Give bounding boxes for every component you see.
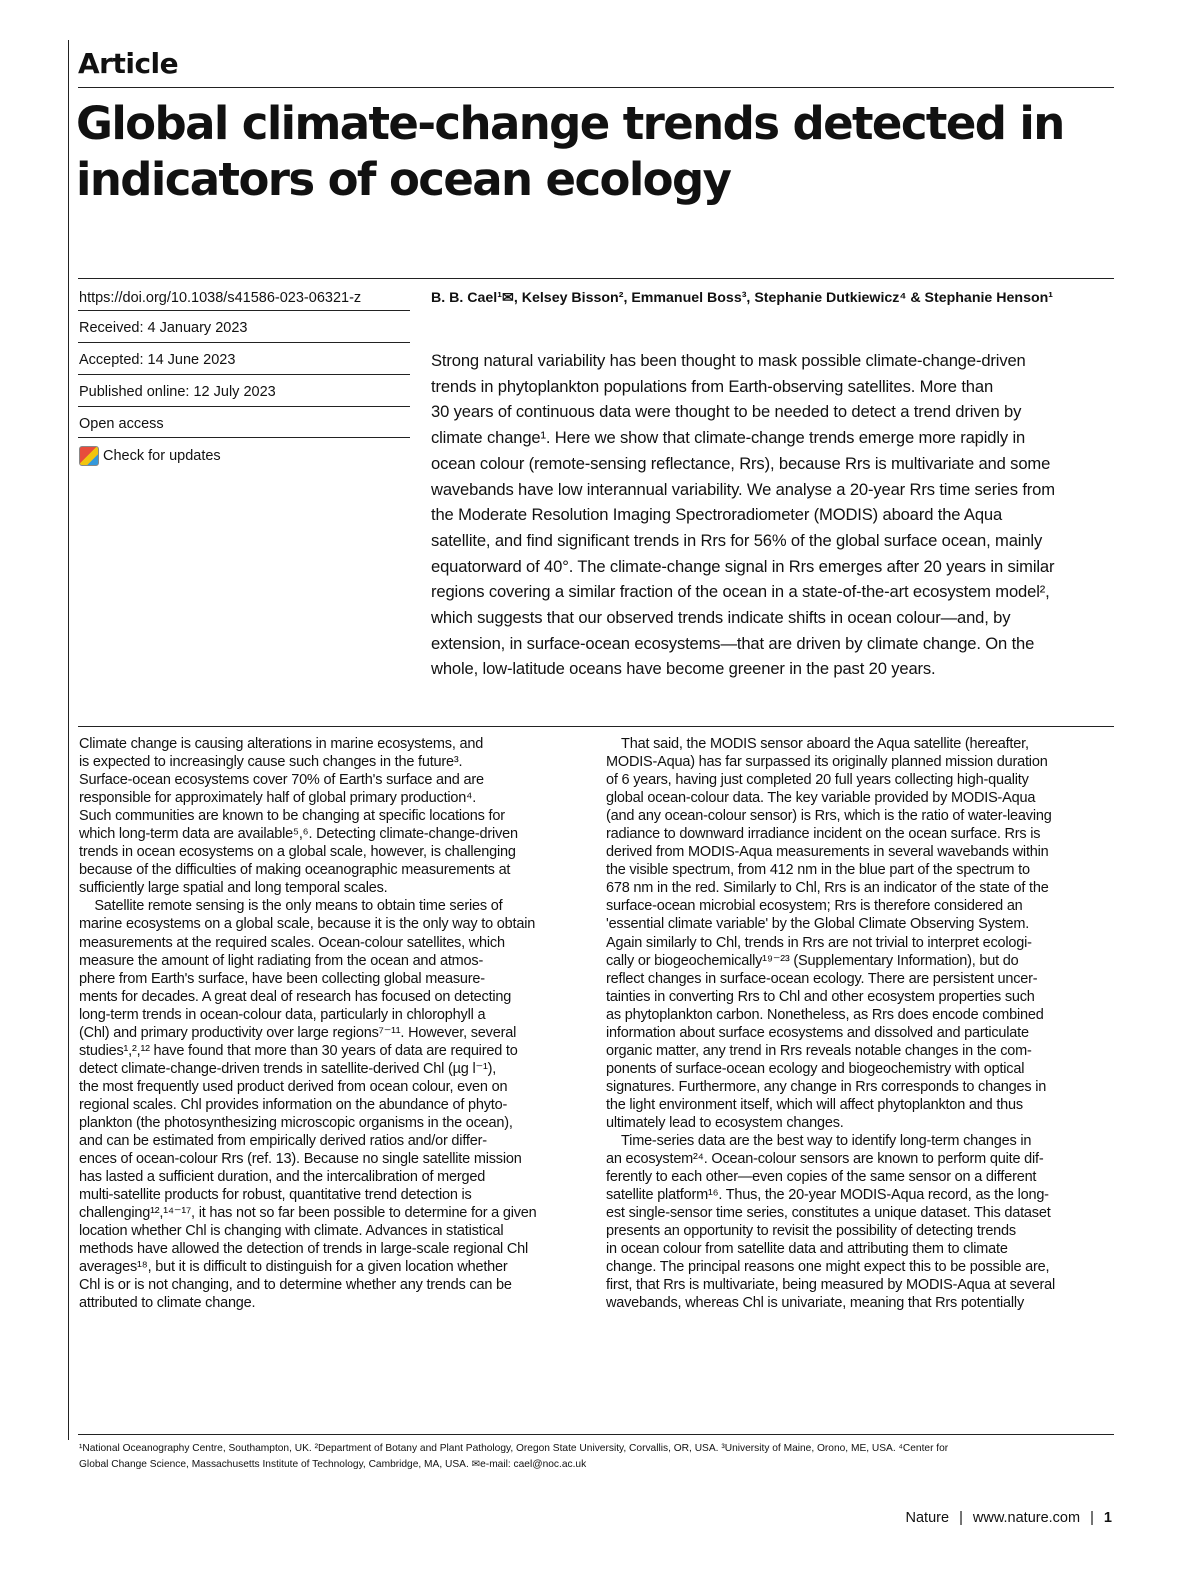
body-line: measurements at the required scales. Ocean-colour satellites, which	[79, 934, 505, 951]
body-line: which long-term data are available⁵,⁶. Detecting climate-change-driven	[79, 826, 518, 843]
body-line: satellite platform¹⁶. Thus, the 20-year MODIS-Aqua record, as the long-	[606, 1187, 1049, 1204]
body-line: 'essential climate variable' by the Global Climate Observing System.	[606, 916, 1030, 933]
body-line: trends in ocean ecosystems on a global scale, however, is challenging	[79, 844, 516, 861]
journal-name: Nature	[905, 1510, 950, 1526]
abstract-line: trends in phytoplankton populations from Earth-observing satellites. More than	[431, 376, 994, 396]
received-date: Received: 4 January 2023	[79, 320, 248, 336]
abstract-line: the Moderate Resolution Imaging Spectroradiometer (MODIS) aboard the Aqua	[431, 505, 1003, 525]
footnote-rule	[78, 1434, 1114, 1435]
abstract-line: which suggests that our observed trends indicate shifts in ocean colour—and, by	[431, 608, 1011, 628]
body-line: Such communities are known to be changing at specific locations for	[79, 808, 505, 825]
published-date: Published online: 12 July 2023	[79, 384, 276, 400]
body-rule	[78, 726, 1114, 727]
page-title	[76, 96, 1116, 208]
abstract	[431, 348, 1121, 682]
left-margin-rule	[68, 40, 69, 1440]
body-line: regional scales. Chl provides information on the abundance of phyto-	[79, 1096, 508, 1113]
body-column-left	[79, 735, 585, 1313]
body-line: is expected to increasingly cause such changes in the future³.	[79, 754, 463, 771]
body-line: the most frequently used product derived from ocean colour, even on	[79, 1078, 508, 1095]
check-updates-button[interactable]	[79, 446, 221, 466]
header-rule	[78, 87, 1114, 88]
body-line: the light environment itself, which will affect phytoplankton and thus	[606, 1096, 1023, 1113]
body-line: methods have allowed the detection of trends in large-scale regional Chl	[79, 1241, 529, 1258]
body-line: ultimately lead to ecosystem changes.	[606, 1114, 844, 1131]
body-line: an ecosystem²⁴. Ocean-colour sensors are known to perform quite dif-	[606, 1151, 1044, 1168]
body-line: attributed to climate change.	[79, 1295, 256, 1312]
body-line: Surface-ocean ecosystems cover 70% of Earth's surface and are	[79, 772, 484, 789]
meta-rule	[78, 437, 410, 438]
meta-rule	[78, 374, 410, 375]
page-number: 1	[1103, 1510, 1112, 1526]
footnote-line: Global Change Science, Massachusetts Institute of Technology, Cambridge, MA, USA. ✉e-mail: cael@noc.ac.uk	[79, 1459, 587, 1470]
body-line: marine ecosystems on a global scale, because it is the only way to obtain	[79, 916, 536, 933]
body-line: in ocean colour from satellite data and attributing them to climate	[606, 1241, 1008, 1258]
abstract-line: wavebands have low interannual variability. We analyse a 20-year Rrs time series from	[431, 479, 1055, 499]
meta-rule	[78, 278, 1114, 279]
section-label: Article	[78, 47, 179, 80]
body-line: studies¹,²,¹² have found that more than 30 years of data are required to	[79, 1042, 518, 1059]
body-line: derived from MODIS-Aqua measurements in several wavebands within	[606, 844, 1049, 861]
footer-separator: |	[1090, 1510, 1094, 1526]
abstract-line: climate change¹. Here we show that climate-change trends emerge more rapidly in	[431, 428, 1026, 448]
meta-rule	[78, 342, 410, 343]
body-line: plankton (the photosynthesizing microscopic organisms in the ocean),	[79, 1114, 513, 1131]
abstract-line: whole, low-latitude oceans have become greener in the past 20 years.	[431, 659, 936, 679]
doi-link[interactable]: https://doi.org/10.1038/s41586-023-06321-z	[79, 290, 362, 306]
body-line: because of the difficulties of making oceanographic measurements at	[79, 862, 511, 879]
body-line: (and any ocean-colour sensor) is Rrs, which is the ratio of water-leaving	[606, 808, 1052, 825]
body-line: Time-series data are the best way to identify long-term changes in	[606, 1133, 1032, 1150]
body-line: Again similarly to Chl, trends in Rrs are not trivial to interpret ecologi-	[606, 934, 1032, 951]
title-line: Global climate-change trends detected in	[76, 97, 1064, 150]
body-line: challenging¹²,¹⁴⁻¹⁷, it has not so far been possible to determine for a given	[79, 1205, 537, 1222]
body-line: That said, the MODIS sensor aboard the Aqua satellite (hereafter,	[606, 736, 1029, 752]
body-line: presents an opportunity to revisit the possibility of detecting trends	[606, 1223, 1016, 1240]
body-line: sufficiently large spatial and long temporal scales.	[79, 880, 388, 897]
abstract-line: Strong natural variability has been thought to mask possible climate-change-driven	[431, 351, 1026, 370]
accepted-date: Accepted: 14 June 2023	[79, 352, 236, 368]
abstract-line: satellite, and find significant trends in Rrs for 56% of the global surface ocean, mainly	[431, 530, 1043, 550]
body-line: responsible for approximately half of global primary production⁴.	[79, 790, 477, 807]
author-list: B. B. Cael¹✉, Kelsey Bisson², Emmanuel Boss³, Stephanie Dutkiewicz⁴ & Stephanie Henson¹	[431, 290, 1054, 306]
body-line: change. The principal reasons one might expect this to be possible are,	[606, 1259, 1050, 1276]
body-line: has lasted a sufficient duration, and the intercalibration of merged	[79, 1169, 486, 1186]
body-line: 678 nm in the red. Similarly to Chl, Rrs is an indicator of the state of the	[606, 880, 1049, 897]
footnote-line: ¹National Oceanography Centre, Southampton, UK. ²Department of Botany and Plant Pathology, Oregon State University, Corvallis, OR, USA. ³University of Maine, Orono, ME, USA. ⁴Center for	[79, 1443, 949, 1454]
body-line: as phytoplankton carbon. Nonetheless, as Rrs does encode combined	[606, 1006, 1044, 1023]
body-line: Satellite remote sensing is the only means to obtain time series of	[79, 898, 503, 915]
body-line: surface-ocean microbial ecosystem; Rrs is therefore considered an	[606, 898, 1023, 915]
body-line: ponents of surface-ocean ecology and biogeochemistry with optical	[606, 1060, 1025, 1077]
body-line: and can be estimated from empirically derived ratios and/or differ-	[79, 1133, 487, 1150]
body-line: ferently to each other—even copies of the same sensor on a different	[606, 1169, 1037, 1186]
body-line: multi-satellite products for robust, quantitative trend detection is	[79, 1187, 472, 1204]
body-line: global ocean-colour data. The key variable provided by MODIS-Aqua	[606, 790, 1036, 807]
body-line: ences of ocean-colour Rrs (ref. 13). Because no single satellite mission	[79, 1151, 522, 1168]
body-line: MODIS-Aqua) has far surpassed its originally planned mission duration	[606, 754, 1048, 771]
abstract-line: 30 years of continuous data were thought to be needed to detect a trend driven by	[431, 402, 1022, 422]
body-line: averages¹⁸, but it is difficult to distinguish for a given location whether	[79, 1259, 508, 1276]
page-footer	[906, 1510, 1112, 1526]
open-access-label[interactable]: Open access	[79, 416, 164, 432]
body-line: long-term trends in ocean-colour data, particularly in chlorophyll a	[79, 1006, 486, 1023]
body-column-right	[606, 735, 1112, 1313]
body-line: of 6 years, having just completed 20 full years collecting high-quality	[606, 772, 1029, 789]
check-updates-label: Check for updates	[103, 448, 221, 464]
body-line: information about surface ecosystems and dissolved and particulate	[606, 1024, 1029, 1041]
abstract-line: regions covering a similar fraction of the ocean in a state-of-the-art ecosystem model²,	[431, 582, 1050, 602]
abstract-line: equatorward of 40°. The climate-change signal in Rrs emerges after 20 years in similar	[431, 556, 1055, 576]
affiliations-footnote	[79, 1441, 1119, 1473]
body-line: est single-sensor time series, constitutes a unique dataset. This dataset	[606, 1205, 1051, 1222]
body-line: Chl is or is not changing, and to determine whether any trends can be	[79, 1277, 512, 1294]
meta-rule	[78, 406, 410, 407]
body-line: ments for decades. A great deal of research has focused on detecting	[79, 988, 512, 1005]
body-line: reflect changes in surface-ocean ecology. There are persistent uncer-	[606, 970, 1038, 987]
title-line: indicators of ocean ecology	[76, 153, 731, 206]
body-line: location whether Chl is changing with climate. Advances in statistical	[79, 1223, 504, 1240]
body-line: measure the amount of light radiating from the ocean and atmos-	[79, 952, 484, 969]
body-line: cally or biogeochemically¹⁹⁻²³ (Supplementary Information), but do	[606, 952, 1019, 969]
crossmark-icon	[79, 446, 99, 466]
abstract-line: ocean colour (remote-sensing reflectance, Rrs), because Rrs is multivariate and some	[431, 453, 1051, 473]
body-line: wavebands, whereas Chl is univariate, meaning that Rrs potentially	[606, 1295, 1024, 1312]
body-line: radiance to downward irradiance incident on the ocean surface. Rrs is	[606, 826, 1041, 843]
body-line: (Chl) and primary productivity over large regions⁷⁻¹¹. However, several	[79, 1024, 517, 1041]
body-line: detect climate-change-driven trends in satellite-derived Chl (µg l⁻¹),	[79, 1060, 497, 1077]
body-line: organic matter, any trend in Rrs reveals notable changes in the com-	[606, 1042, 1032, 1059]
footer-separator: |	[959, 1510, 963, 1526]
body-line: the visible spectrum, from 412 nm in the blue part of the spectrum to	[606, 862, 1030, 879]
body-line: first, that Rrs is multivariate, being measured by MODIS-Aqua at several	[606, 1277, 1055, 1294]
abstract-line: extension, in surface-ocean ecosystems—that are driven by climate change. On the	[431, 633, 1035, 653]
meta-rule	[78, 310, 410, 311]
body-line: tainties in converting Rrs to Chl and other ecosystem properties such	[606, 988, 1035, 1005]
body-line: signatures. Furthermore, any change in Rrs corresponds to changes in	[606, 1078, 1047, 1095]
journal-site-link[interactable]: www.nature.com	[972, 1510, 1081, 1526]
body-line: phere from Earth's surface, have been collecting global measure-	[79, 970, 485, 987]
body-line: Climate change is causing alterations in marine ecosystems, and	[79, 736, 484, 752]
